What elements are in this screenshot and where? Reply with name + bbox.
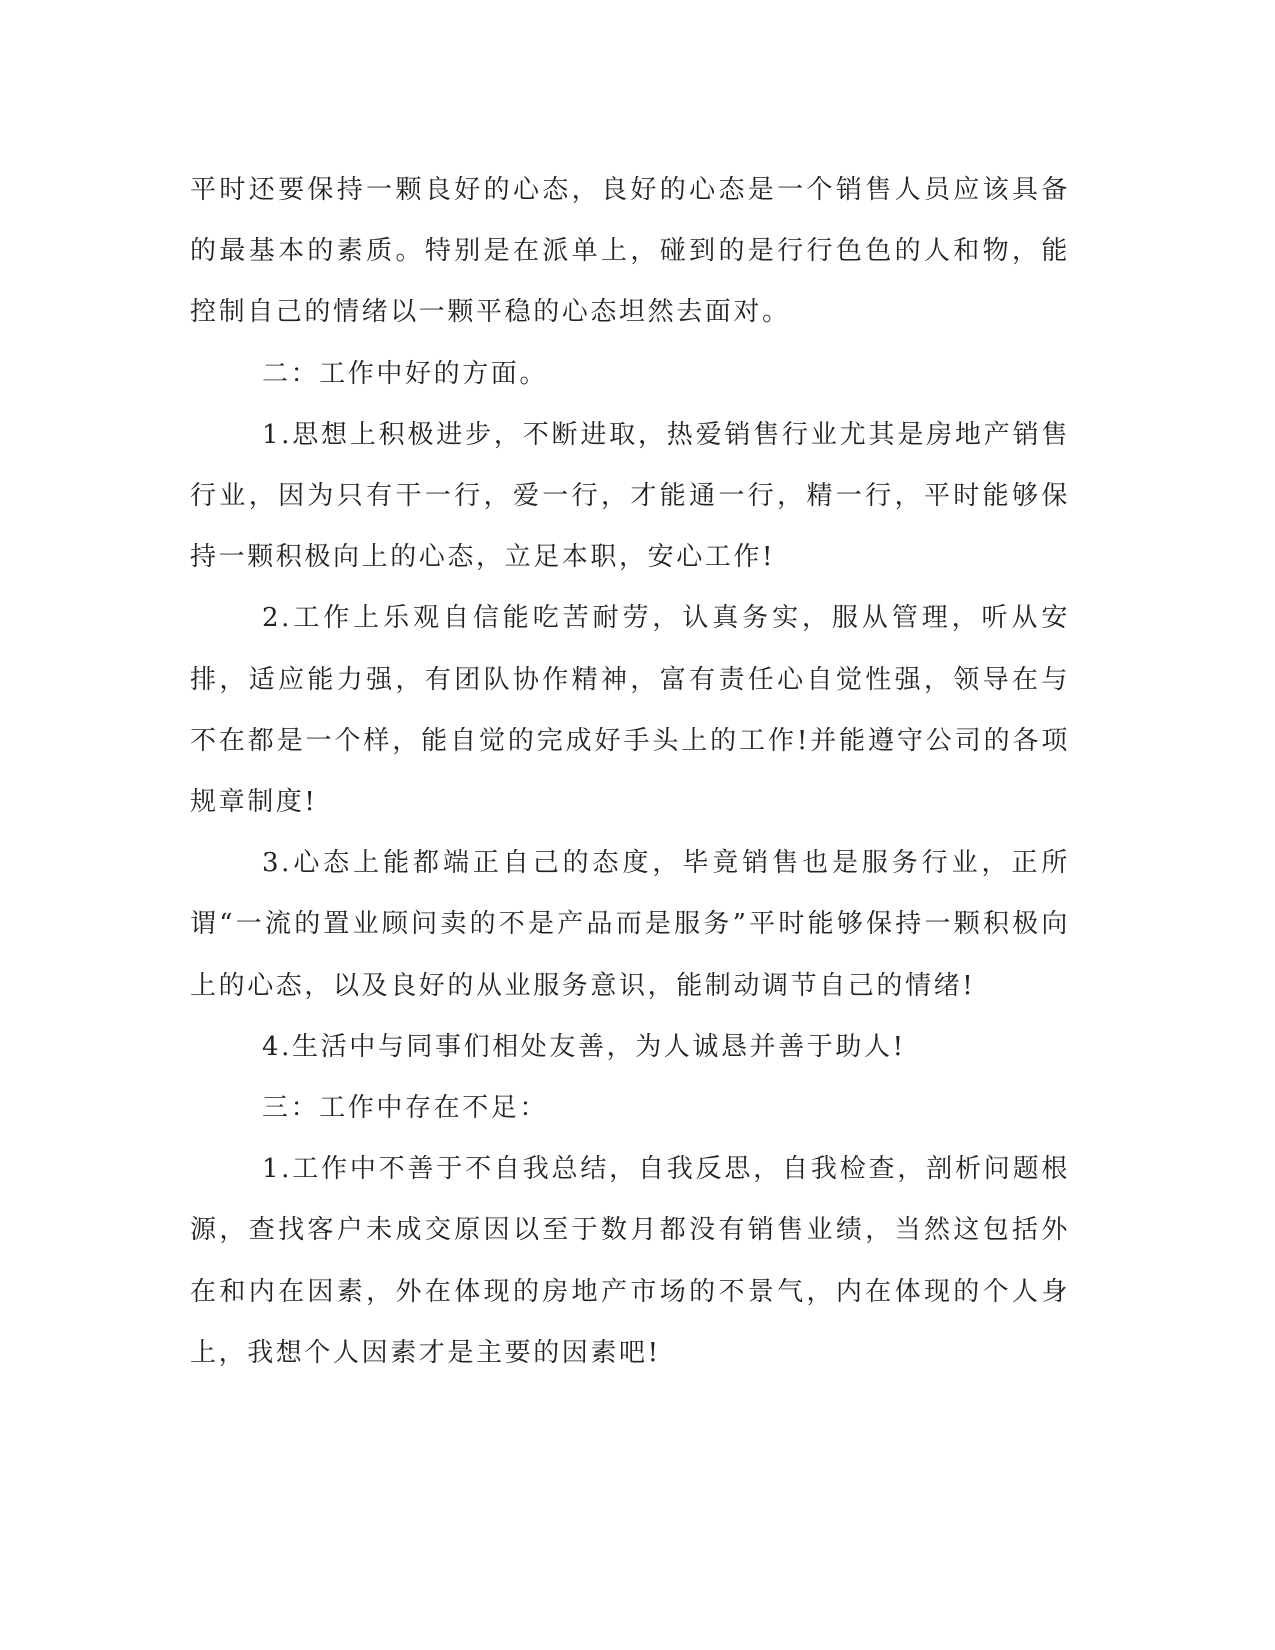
paragraph-strength-1: 1.思想上积极进步，不断进取，热爱销售行业尤其是房地产销售行业，因为只有干一行，爱一行，才能通一行，精一行，平时能够保持一颗积极向上的心态，立足本职，安心工作! [190, 419, 1070, 573]
section-heading-shortcomings: 三：工作中存在不足： [262, 1093, 549, 1124]
document-body [190, 160, 1070, 1384]
section-heading-strengths: 二：工作中好的方面。 [262, 358, 549, 389]
paragraph-strength-4: 4.生活中与同事们相处友善，为人诚恳并善于助人! [262, 1031, 906, 1062]
paragraph-attitude: 平时还要保持一颗良好的心态，良好的心态是一个销售人员应该具备的最基本的素质。特别是在派单上，碰到的是行行色色的人和物，能控制自己的情绪以一颗平稳的心态坦然去面对。 [190, 175, 1070, 328]
paragraph-shortcoming-1: 1.工作中不善于不自我总结，自我反思，自我检查，剖析问题根源，查找客户未成交原因以至于数月都没有销售业绩，当然这包括外在和内在因素，外在体现的房地产市场的不景气，内在体现的个人身上，我想个人因素才是主要的因素吧! [190, 1154, 1070, 1368]
paragraph-strength-3: 3.心态上能都端正自己的态度，毕竟销售也是服务行业，正所谓“一流的置业顾问卖的不是产品而是服务”平时能够保持一颗积极向上的心态，以及良好的从业服务意识，能制动调节自己的情绪! [190, 848, 1070, 1001]
paragraph-strength-2: 2.工作上乐观自信能吃苦耐劳，认真务实，服从管理，听从安排，适应能力强，有团队协作精神，富有责任心自觉性强，领导在与不在都是一个样，能自觉的完成好手头上的工作!并能遵守公司的各项规章制度! [190, 603, 1070, 818]
